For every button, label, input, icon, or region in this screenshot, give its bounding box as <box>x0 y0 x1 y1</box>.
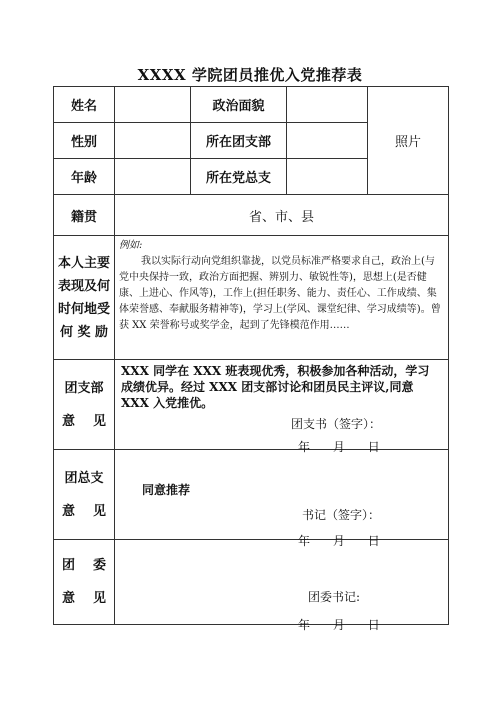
committee-opinion-label-line: 意 见 <box>61 591 107 606</box>
branch-signature-label: 团支书（签字）： <box>291 417 382 431</box>
row-native-place <box>54 195 449 236</box>
performance-field[interactable] <box>115 236 449 360</box>
general-branch-opinion-label <box>54 450 115 540</box>
general-branch-signature-label: 书记（签字）： <box>302 508 381 522</box>
branch-opinion-label-line: 团支部 <box>64 380 104 396</box>
row-branch-opinion <box>54 360 449 450</box>
performance-label-line: 何 奖 励 <box>59 324 109 340</box>
general-branch-date: 年 月 日 <box>298 534 380 548</box>
gender-field[interactable] <box>115 123 191 159</box>
row-committee-opinion <box>54 540 449 625</box>
row-performance <box>54 236 449 360</box>
example-label: 例如: <box>119 240 143 251</box>
league-branch-label: 所在团支部 <box>191 123 287 159</box>
native-place-field[interactable]: 省、市、县 <box>115 195 449 236</box>
performance-label-line: 本人主要 <box>57 255 110 271</box>
committee-opinion-field[interactable] <box>115 540 449 632</box>
political-status-label: 政治面貌 <box>191 87 287 123</box>
general-branch-opinion-text: 同意推荐 <box>142 483 191 497</box>
recommendation-form-table <box>53 86 449 632</box>
example-text: 我以实际行动向党组织靠拢，以党员标准严格要求自己，政治上(与党中央保持一致，政治方面把握、辨别力、敏锐性等)，思想上(是否健康、上进心、作风等)，工作上(担任职务、能力、责任心、工作成绩、集体荣誉感、奉献服务精神等)，学习上(学风、课堂纪律、学习成绩等)。曾获 XX 荣誉称号或奖学金，起到了先锋模范作用…… <box>119 256 441 331</box>
general-branch-opinion-label-line: 团总支 <box>64 470 104 486</box>
gender-label: 性别 <box>54 123 115 159</box>
performance-label-line: 表现及何 <box>57 278 110 294</box>
photo-label: 照片 <box>394 135 421 150</box>
name-label: 姓名 <box>54 87 115 123</box>
age-field[interactable] <box>115 159 191 195</box>
branch-opinion-label <box>54 360 115 450</box>
committee-opinion-label <box>54 540 115 625</box>
native-place-label: 籍贯 <box>54 195 115 236</box>
party-branch-field[interactable] <box>287 159 368 195</box>
branch-opinion-field[interactable] <box>115 360 449 454</box>
row-name <box>54 87 449 123</box>
general-branch-opinion-label-line: 意 见 <box>61 503 107 519</box>
performance-label-line: 时何地受 <box>57 301 110 317</box>
branch-date: 年 月 日 <box>298 440 380 454</box>
party-branch-label: 所在党总支 <box>191 159 287 195</box>
row-general-branch-opinion <box>54 450 449 540</box>
age-label: 年龄 <box>54 159 115 195</box>
political-status-field[interactable] <box>287 87 368 123</box>
general-branch-opinion-field[interactable] <box>115 450 449 548</box>
committee-opinion-label-line: 团 委 <box>61 558 107 573</box>
committee-signature-label: 团委书记: <box>308 590 361 604</box>
form-title: XXXX 学院团员推优入党推荐表 <box>137 66 363 84</box>
name-field[interactable] <box>115 87 191 123</box>
league-branch-field[interactable] <box>287 123 368 159</box>
photo-box[interactable] <box>368 87 449 195</box>
committee-date: 年 月 日 <box>298 618 380 632</box>
performance-label <box>54 236 115 360</box>
branch-opinion-text: XXX 同学在 XXX 班表现优秀，积极参加各种活动，学习成绩优异。经过 XXX 团支部讨论和团员民主评议,同意 XXX 入党推优。 <box>121 364 430 410</box>
branch-opinion-label-line: 意 见 <box>61 413 107 429</box>
